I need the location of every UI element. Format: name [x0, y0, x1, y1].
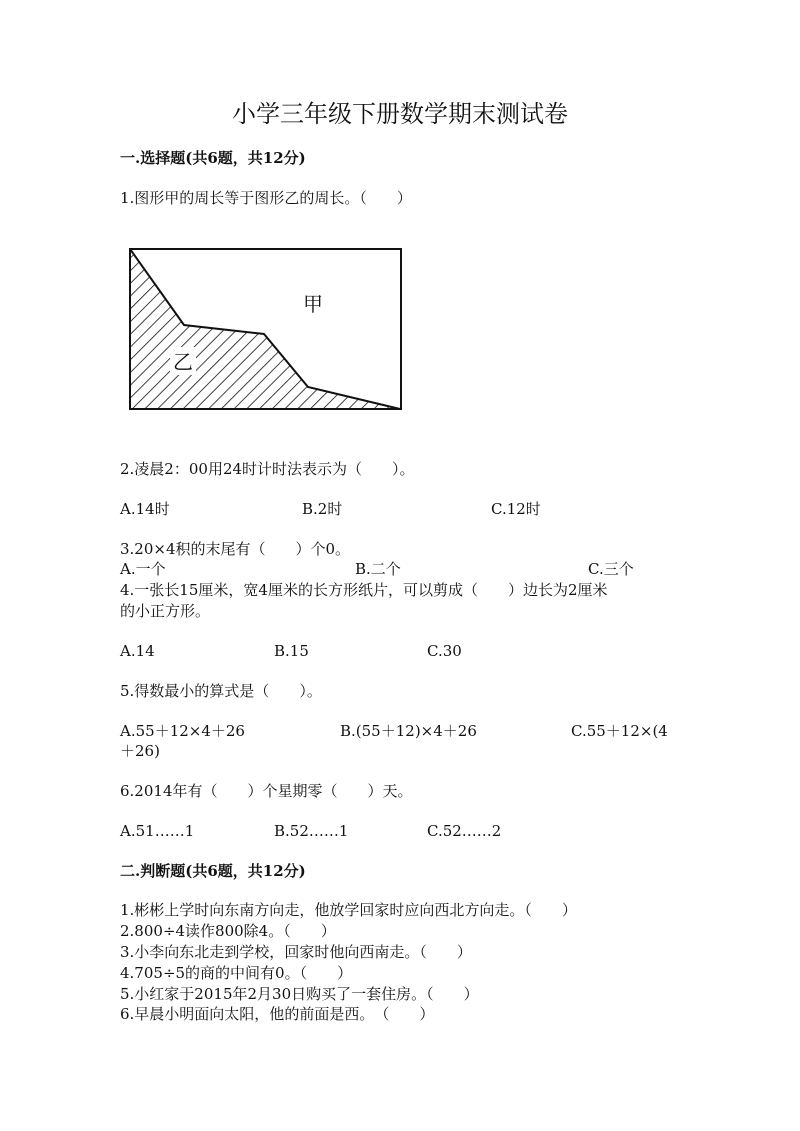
q5-option-c[interactable]: C.55＋12×(4 [571, 722, 668, 740]
question-2: 2.凌晨2：00用24时计时法表示为（ ）。 [120, 460, 415, 478]
q4-option-a[interactable]: A.14 [120, 642, 155, 660]
q2-option-c[interactable]: C.12时 [491, 500, 541, 518]
q4-option-b[interactable]: B.15 [274, 642, 309, 660]
section-heading-judgment: 二.判断题(共6题，共12分) [120, 862, 306, 880]
q3-option-c[interactable]: C.三个 [588, 560, 634, 578]
question-5: 5.得数最小的算式是（ ）。 [120, 682, 322, 700]
judgment-item: 6.早晨小明面向太阳，他的前面是西。 （ ） [120, 1005, 435, 1023]
page-title: 小学三年级下册数学期末测试卷 [232, 100, 568, 128]
judgment-item: 5.小红家于2015年2月30日购买了一套住房。（ ） [120, 985, 479, 1003]
perimeter-figure [128, 247, 404, 413]
judgment-item: 4.705÷5的商的中间有0。（ ） [120, 964, 353, 982]
q3-option-a[interactable]: A.一个 [120, 560, 166, 578]
shape-yi-region [130, 249, 400, 409]
q4-option-c[interactable]: C.30 [427, 642, 462, 660]
q5-option-c-continued: ＋26) [120, 742, 160, 760]
q6-option-a[interactable]: A.51……1 [120, 822, 195, 840]
section-heading-choice: 一.选择题(共6题，共12分) [120, 149, 306, 167]
q2-option-b[interactable]: B.2时 [302, 500, 343, 518]
q3-option-b[interactable]: B.二个 [355, 560, 401, 578]
label-jia: 甲 [303, 292, 323, 316]
question-4-line-1: 4.一张长15厘米，宽4厘米的长方形纸片，可以剪成（ ）边长为2厘米 [120, 581, 608, 599]
judgment-item: 3.小李向东北走到学校，回家时他向西南走。（ ） [120, 943, 472, 961]
q5-option-b[interactable]: B.(55＋12)×4＋26 [340, 722, 477, 740]
question-4-line-2: 的小正方形。 [120, 602, 211, 620]
judgment-item: 1.彬彬上学时向东南方向走，他放学回家时应向西北方向走。（ ） [120, 901, 577, 919]
question-3: 3.20×4积的末尾有（ ）个0。 [120, 540, 351, 558]
question-1: 1.图形甲的周长等于图形乙的周长。（ ） [120, 189, 412, 207]
q6-option-b[interactable]: B.52……1 [274, 822, 349, 840]
judgment-item: 2.800÷4读作800除4。（ ） [120, 922, 336, 940]
question-6: 6.2014年有（ ）个星期零（ ）天。 [120, 782, 413, 800]
q2-option-a[interactable]: A.14时 [120, 500, 170, 518]
q6-option-c[interactable]: C.52……2 [427, 822, 502, 840]
q5-option-a[interactable]: A.55＋12×4＋26 [120, 722, 245, 740]
label-yi: 乙 [173, 350, 193, 374]
